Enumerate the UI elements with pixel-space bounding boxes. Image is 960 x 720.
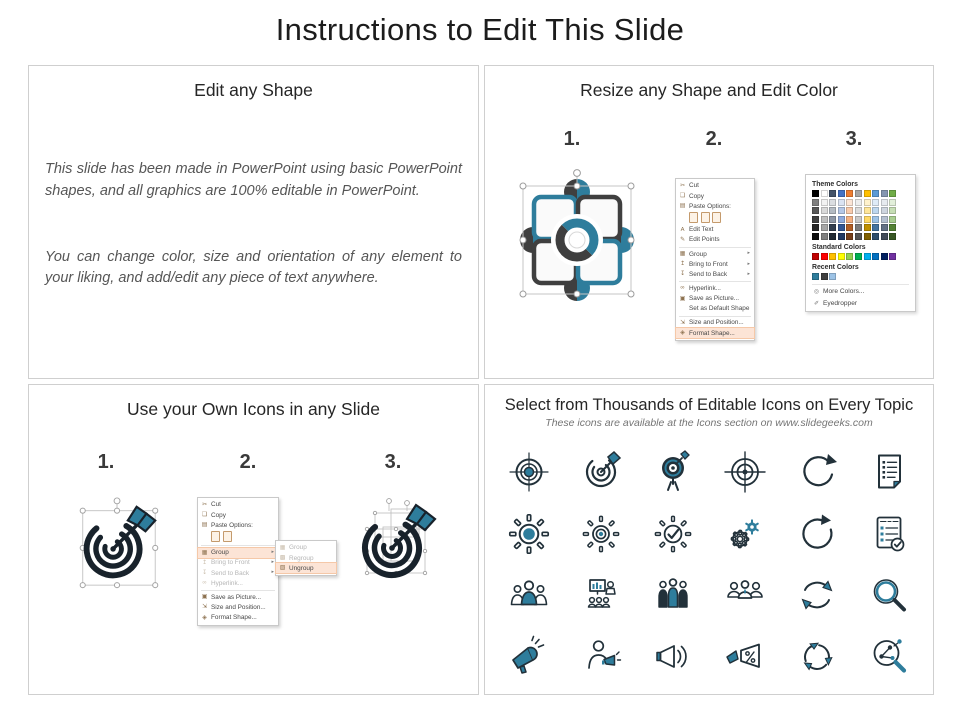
color-swatch[interactable] bbox=[821, 253, 828, 260]
color-swatch[interactable] bbox=[821, 273, 828, 280]
menu-item-label: Hyperlink... bbox=[689, 285, 721, 293]
context-menu-item[interactable] bbox=[276, 543, 336, 553]
color-variant-swatch[interactable] bbox=[846, 233, 853, 240]
context-menu-item[interactable] bbox=[676, 181, 754, 191]
menu-item-icon: ✎ bbox=[680, 236, 685, 243]
task-check-icon[interactable] bbox=[867, 512, 911, 556]
color-variant-swatch[interactable] bbox=[855, 207, 862, 214]
context-menu-item[interactable] bbox=[676, 201, 754, 211]
step-number: 3. bbox=[845, 128, 863, 150]
color-variant-swatch[interactable] bbox=[872, 233, 879, 240]
ungrouped-target-icon[interactable] bbox=[345, 491, 449, 595]
context-menu-item[interactable] bbox=[198, 578, 278, 588]
context-menu-item[interactable] bbox=[676, 225, 754, 235]
menu-item-icon: ⇲ bbox=[202, 604, 207, 611]
color-variant-swatch[interactable] bbox=[855, 224, 862, 231]
color-variant-swatch[interactable] bbox=[812, 216, 819, 223]
submenu-arrow-icon: ▸ bbox=[271, 549, 274, 556]
color-variant-swatch[interactable] bbox=[855, 216, 862, 223]
color-variant-swatch[interactable] bbox=[881, 216, 888, 223]
context-menu-item[interactable] bbox=[198, 613, 278, 623]
color-variant-swatch[interactable] bbox=[889, 199, 896, 206]
menu-separator bbox=[679, 247, 751, 248]
icon-library-grid bbox=[493, 441, 925, 688]
color-swatch[interactable] bbox=[872, 190, 879, 197]
menu-item-icon: ↧ bbox=[202, 569, 207, 576]
color-variant-swatch[interactable] bbox=[864, 216, 871, 223]
paste-options-row bbox=[198, 530, 278, 544]
panel-heading: Edit any Shape bbox=[194, 80, 313, 100]
menu-item-icon: ▣ bbox=[679, 295, 686, 302]
standard-colors-row bbox=[812, 253, 909, 260]
menu-item-label: Edit Points bbox=[689, 236, 720, 244]
menu-item-icon: ▧ bbox=[279, 565, 286, 572]
color-variant-swatch[interactable] bbox=[881, 207, 888, 214]
sync-arrows-icon[interactable] bbox=[795, 573, 839, 617]
context-menu-item[interactable] bbox=[676, 235, 754, 245]
more-colors-label: More Colors... bbox=[823, 287, 865, 295]
context-menu-item[interactable] bbox=[198, 548, 278, 558]
color-variant-swatch[interactable] bbox=[821, 216, 828, 223]
paste-option-icon[interactable] bbox=[223, 531, 232, 542]
menu-item-icon: ∞ bbox=[202, 580, 207, 587]
recent-colors-row bbox=[812, 273, 909, 280]
announcer-icon[interactable] bbox=[579, 635, 623, 679]
color-variant-swatch[interactable] bbox=[821, 224, 828, 231]
paste-option-icon[interactable] bbox=[712, 212, 721, 223]
refresh-arrow-icon[interactable] bbox=[795, 450, 839, 494]
color-variant-swatch[interactable] bbox=[872, 216, 879, 223]
menu-item-label: Set as Default Shape bbox=[689, 305, 750, 313]
color-variant-swatch[interactable] bbox=[864, 207, 871, 214]
panel-subheading: These icons are available at the Icons section on www.slidegeeks.com bbox=[545, 417, 873, 429]
color-variant-swatch[interactable] bbox=[812, 233, 819, 240]
color-swatch[interactable] bbox=[829, 253, 836, 260]
color-variant-swatch[interactable] bbox=[846, 224, 853, 231]
color-variant-swatch[interactable] bbox=[829, 207, 836, 214]
color-swatch[interactable] bbox=[838, 190, 845, 197]
gear-check-icon[interactable] bbox=[651, 512, 695, 556]
panel-resize-shape bbox=[484, 65, 934, 379]
menu-item-label: Cut bbox=[689, 182, 699, 190]
color-variant-swatch[interactable] bbox=[872, 224, 879, 231]
color-variant-swatch[interactable] bbox=[889, 233, 896, 240]
menu-item-icon: ▤ bbox=[679, 203, 686, 210]
team-icon[interactable] bbox=[651, 573, 695, 617]
color-swatch[interactable] bbox=[846, 253, 853, 260]
step-number: 3. bbox=[384, 451, 402, 473]
theme-color-variants bbox=[812, 199, 909, 240]
color-variant-swatch[interactable] bbox=[812, 199, 819, 206]
context-menu-item[interactable] bbox=[276, 553, 336, 563]
color-swatch[interactable] bbox=[812, 273, 819, 280]
magnifier-icon[interactable] bbox=[867, 573, 911, 617]
context-menu-item[interactable] bbox=[198, 510, 278, 520]
menu-item-icon: ▩ bbox=[279, 554, 286, 561]
menu-separator bbox=[201, 590, 275, 591]
shape-context-menu bbox=[675, 178, 755, 341]
context-menu-item[interactable] bbox=[198, 603, 278, 613]
step-number: 1. bbox=[97, 451, 115, 473]
cycle-arrows-icon[interactable] bbox=[795, 635, 839, 679]
menu-item-label: Send to Back bbox=[211, 569, 250, 577]
panel-heading: Select from Thousands of Editable Icons on Every Topic bbox=[504, 396, 914, 414]
target-crosshair-icon[interactable] bbox=[507, 450, 551, 494]
color-variant-swatch[interactable] bbox=[838, 233, 845, 240]
step-number: 2. bbox=[705, 128, 723, 150]
group-submenu bbox=[275, 540, 337, 576]
menu-item-icon: ↧ bbox=[680, 271, 685, 278]
color-variant-swatch[interactable] bbox=[829, 224, 836, 231]
color-swatch[interactable] bbox=[881, 253, 888, 260]
menu-item-icon: ↥ bbox=[202, 559, 207, 566]
menu-item-icon: ⇲ bbox=[680, 319, 685, 326]
body-paragraph: This slide has been made in PowerPoint using basic PowerPoint shapes, and all graphics are 100% editable in PowerPoint. bbox=[45, 161, 462, 199]
context-menu-item[interactable] bbox=[198, 520, 278, 530]
menu-item-label: Bring to Front bbox=[211, 559, 250, 567]
people-group-icon[interactable] bbox=[507, 573, 551, 617]
menu-item-icon: ▦ bbox=[201, 549, 208, 556]
checklist-document-icon[interactable] bbox=[867, 450, 911, 494]
panel-heading: Resize any Shape and Edit Color bbox=[580, 80, 838, 100]
color-swatch[interactable] bbox=[838, 253, 845, 260]
color-variant-swatch[interactable] bbox=[838, 224, 845, 231]
color-variant-swatch[interactable] bbox=[864, 199, 871, 206]
color-variant-swatch[interactable] bbox=[838, 207, 845, 214]
color-variant-swatch[interactable] bbox=[829, 233, 836, 240]
menu-item-label: Size and Position... bbox=[211, 604, 266, 612]
color-variant-swatch[interactable] bbox=[889, 207, 896, 214]
submenu-arrow-icon: ▸ bbox=[747, 250, 750, 257]
menu-item-label: Bring to Front bbox=[689, 260, 728, 268]
menu-item-icon: ✂ bbox=[680, 182, 685, 189]
color-variant-swatch[interactable] bbox=[881, 233, 888, 240]
center-hole bbox=[569, 232, 585, 248]
menu-item-icon: ◈ bbox=[202, 614, 207, 621]
gear-filled-icon[interactable] bbox=[507, 512, 551, 556]
menu-item-label: Paste Options: bbox=[211, 521, 253, 529]
paste-option-icon[interactable] bbox=[701, 212, 710, 223]
color-variant-swatch[interactable] bbox=[846, 207, 853, 214]
recent-colors-label: Recent Colors bbox=[812, 263, 859, 271]
menu-item-label: Group bbox=[211, 549, 229, 557]
menu-item-label: Regroup bbox=[289, 554, 314, 562]
eyedropper-icon: ✐ bbox=[813, 300, 820, 307]
panel-edit-any-shape bbox=[28, 65, 479, 379]
color-variant-swatch[interactable] bbox=[855, 233, 862, 240]
color-swatch[interactable] bbox=[821, 190, 828, 197]
panel-icon-library bbox=[484, 384, 934, 695]
color-picker bbox=[805, 174, 916, 312]
context-menu-item[interactable] bbox=[676, 318, 754, 328]
menu-item-label: Save as Picture... bbox=[211, 593, 262, 601]
eyedropper-label: Eyedropper bbox=[823, 299, 858, 307]
color-swatch[interactable] bbox=[846, 190, 853, 197]
context-menu-item[interactable] bbox=[676, 259, 754, 269]
promotion-percent-icon[interactable] bbox=[723, 635, 767, 679]
menu-item-label: Ungroup bbox=[289, 564, 314, 572]
context-menu-item[interactable] bbox=[276, 563, 336, 573]
rotate-arrow-icon[interactable] bbox=[795, 512, 839, 556]
menu-item-label: Copy bbox=[211, 511, 226, 519]
users-icon[interactable] bbox=[723, 573, 767, 617]
menu-item-label: Hyperlink... bbox=[211, 579, 243, 587]
color-variant-swatch[interactable] bbox=[846, 199, 853, 206]
paste-option-icon[interactable] bbox=[211, 531, 220, 542]
panel-own-icons bbox=[28, 384, 479, 695]
color-variant-swatch[interactable] bbox=[872, 199, 879, 206]
menu-item-label: Group bbox=[289, 544, 307, 552]
context-menu-item[interactable] bbox=[676, 284, 754, 294]
paste-options-row bbox=[676, 211, 754, 225]
color-variant-swatch[interactable] bbox=[889, 216, 896, 223]
panel-heading: Use your Own Icons in any Slide bbox=[127, 399, 380, 419]
color-swatch[interactable] bbox=[864, 190, 871, 197]
menu-item-label: Size and Position... bbox=[689, 319, 744, 327]
color-variant-swatch[interactable] bbox=[864, 224, 871, 231]
target-dart-graphic bbox=[77, 507, 155, 585]
menu-item-icon: ❏ bbox=[679, 192, 686, 199]
color-variant-swatch[interactable] bbox=[855, 199, 862, 206]
menu-item-label: Send to Back bbox=[689, 270, 728, 278]
page-title: Instructions to Edit This Slide bbox=[275, 12, 685, 47]
presentation-audience-icon[interactable] bbox=[579, 573, 623, 617]
color-variant-swatch[interactable] bbox=[881, 224, 888, 231]
search-share-icon[interactable] bbox=[867, 635, 911, 679]
crosshair-icon[interactable] bbox=[723, 450, 767, 494]
color-variant-swatch[interactable] bbox=[864, 233, 871, 240]
color-swatch[interactable] bbox=[872, 253, 879, 260]
color-variant-swatch[interactable] bbox=[812, 207, 819, 214]
color-swatch[interactable] bbox=[829, 190, 836, 197]
menu-item-label: Save as Picture... bbox=[689, 295, 740, 303]
submenu-arrow-icon: ▸ bbox=[747, 270, 750, 277]
gear-icon[interactable] bbox=[579, 512, 623, 556]
color-variant-swatch[interactable] bbox=[838, 199, 845, 206]
color-variant-swatch[interactable] bbox=[829, 216, 836, 223]
menu-separator bbox=[201, 545, 275, 546]
menu-item-label: Copy bbox=[689, 192, 704, 200]
color-swatch[interactable] bbox=[864, 253, 871, 260]
color-variant-swatch[interactable] bbox=[881, 199, 888, 206]
step-number: 2. bbox=[239, 451, 257, 473]
menu-item-icon: ▦ bbox=[679, 250, 686, 257]
context-menu-item[interactable] bbox=[676, 249, 754, 259]
context-menu-item[interactable] bbox=[676, 269, 754, 279]
megaphone-icon[interactable] bbox=[507, 635, 551, 679]
color-swatch[interactable] bbox=[812, 253, 819, 260]
color-variant-swatch[interactable] bbox=[829, 199, 836, 206]
selected-target-icon[interactable] bbox=[69, 493, 167, 595]
submenu-arrow-icon: ▸ bbox=[271, 569, 274, 576]
context-menu-item[interactable] bbox=[676, 328, 754, 338]
color-swatch[interactable] bbox=[855, 190, 862, 197]
more-colors-item[interactable] bbox=[812, 284, 909, 296]
context-menu-item[interactable] bbox=[198, 500, 278, 510]
menu-item-label: Format Shape... bbox=[211, 614, 257, 622]
step-number: 1. bbox=[563, 128, 581, 150]
menu-item-label: Edit Text bbox=[689, 226, 714, 234]
standard-colors-label: Standard Colors bbox=[812, 243, 866, 251]
context-menu-item[interactable] bbox=[676, 294, 754, 304]
menu-item-icon: ▦ bbox=[279, 544, 286, 551]
paste-option-icon[interactable] bbox=[689, 212, 698, 223]
submenu-arrow-icon: ▸ bbox=[271, 559, 274, 566]
menu-item-icon: ◈ bbox=[680, 329, 685, 336]
color-variant-swatch[interactable] bbox=[812, 224, 819, 231]
double-gear-icon[interactable] bbox=[723, 512, 767, 556]
color-variant-swatch[interactable] bbox=[889, 224, 896, 231]
submenu-arrow-icon: ▸ bbox=[747, 260, 750, 267]
color-variant-swatch[interactable] bbox=[821, 207, 828, 214]
color-swatch[interactable] bbox=[889, 253, 896, 260]
selected-shape-graphic[interactable] bbox=[507, 166, 647, 306]
color-swatch[interactable] bbox=[812, 190, 819, 197]
menu-item-icon: ▣ bbox=[201, 594, 208, 601]
menu-separator bbox=[679, 316, 751, 317]
menu-item-icon: ▤ bbox=[201, 522, 208, 529]
context-menu-item[interactable] bbox=[198, 592, 278, 602]
target-dart-icon[interactable] bbox=[579, 450, 623, 494]
color-variant-swatch[interactable] bbox=[821, 233, 828, 240]
menu-item-icon: ∞ bbox=[680, 285, 685, 292]
color-variant-swatch[interactable] bbox=[821, 199, 828, 206]
color-variant-swatch[interactable] bbox=[838, 216, 845, 223]
color-swatch[interactable] bbox=[889, 190, 896, 197]
menu-item-label: Paste Options: bbox=[689, 202, 731, 210]
theme-colors-row bbox=[812, 190, 909, 197]
color-swatch[interactable] bbox=[855, 253, 862, 260]
menu-separator bbox=[679, 281, 751, 282]
color-swatch[interactable] bbox=[881, 190, 888, 197]
menu-item-icon: A bbox=[680, 226, 685, 233]
menu-item-label: Format Shape... bbox=[689, 329, 735, 337]
menu-item-icon: ❏ bbox=[201, 511, 208, 518]
menu-item-icon: ✂ bbox=[202, 501, 207, 508]
more-colors-icon: ◎ bbox=[813, 288, 820, 295]
color-variant-swatch[interactable] bbox=[846, 216, 853, 223]
context-menu-item[interactable] bbox=[676, 191, 754, 201]
color-swatch[interactable] bbox=[829, 273, 836, 280]
color-variant-swatch[interactable] bbox=[872, 207, 879, 214]
menu-item-icon: ↥ bbox=[680, 261, 685, 268]
megaphone-waves-icon[interactable] bbox=[651, 635, 695, 679]
body-paragraph: You can change color, size and orientation of any element to your liking, and add/edit any piece of text anywhere. bbox=[45, 248, 462, 287]
icon-context-menu bbox=[197, 497, 279, 626]
menu-item-label: Group bbox=[689, 250, 707, 258]
dartboard-stand-icon[interactable] bbox=[651, 450, 695, 494]
context-menu-item[interactable] bbox=[198, 568, 278, 578]
context-menu-item[interactable] bbox=[676, 304, 754, 314]
theme-colors-label: Theme Colors bbox=[812, 181, 858, 188]
eyedropper-item[interactable] bbox=[812, 298, 909, 308]
menu-item-label: Cut bbox=[211, 501, 221, 509]
context-menu-item[interactable] bbox=[198, 558, 278, 568]
